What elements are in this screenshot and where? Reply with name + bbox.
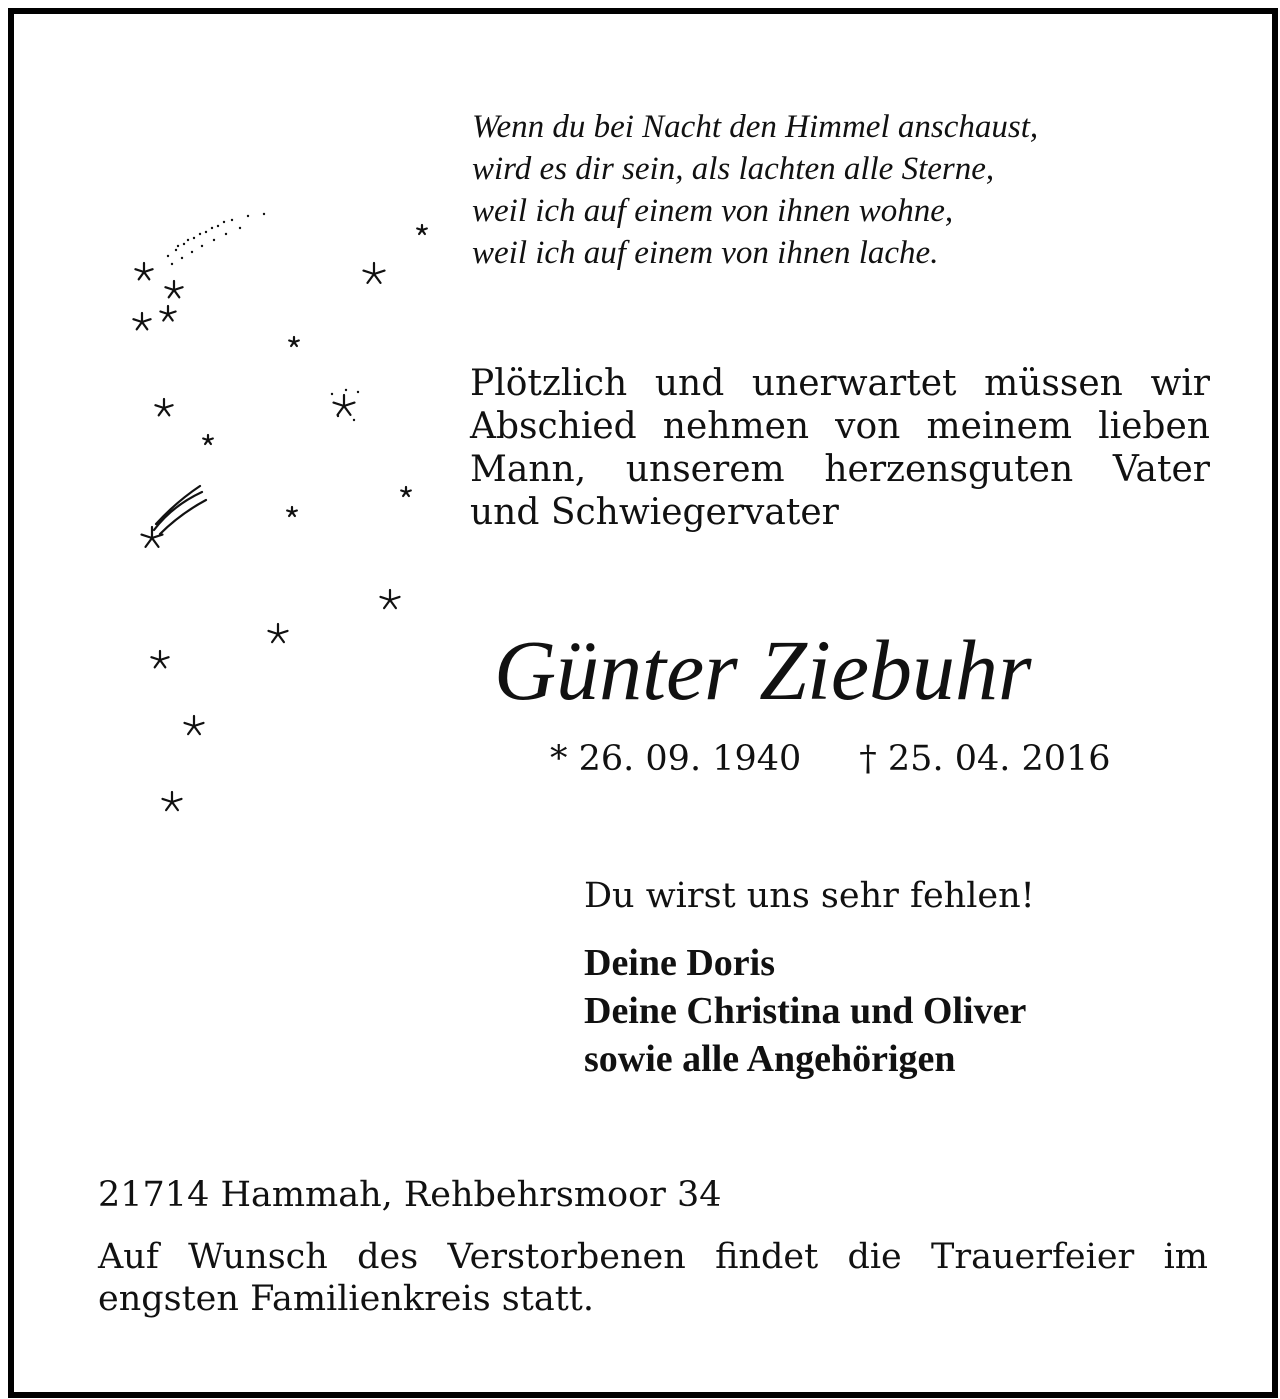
star-icon [401, 487, 411, 496]
poem-line: wird es dir sein, als lachten alle Sterne, [472, 151, 995, 187]
note-word: Verstorbenen [447, 1237, 686, 1277]
sparkle-dot [337, 415, 339, 417]
address: 21714 Hammah, Rehbehrsmoor 34 [98, 1175, 722, 1215]
sparkle-dot [181, 257, 183, 259]
star-icon [381, 590, 400, 608]
star-icon [203, 435, 213, 444]
intro-word: nehmen [662, 406, 810, 447]
note-word: des [357, 1237, 419, 1277]
sparkle-dot [331, 393, 333, 395]
farewell-text: Du wirst uns sehr fehlen! [584, 876, 1035, 916]
shooting-star-tail [154, 486, 206, 534]
signers [584, 939, 1026, 1083]
sparkle-dot [191, 251, 193, 253]
sparkle-dot [211, 227, 213, 229]
intro-word: Plötzlich [470, 363, 628, 404]
sparkle-dot [183, 243, 185, 245]
sparkle-dot [231, 219, 233, 221]
star-icon [151, 651, 168, 667]
sparkle-dot [205, 231, 207, 233]
note-word: Wunsch [188, 1237, 328, 1277]
stars-icon [114, 194, 454, 834]
star-icon [334, 395, 355, 415]
obituary-frame [8, 8, 1278, 1398]
intro-word: herzensguten [824, 449, 1074, 490]
star-icon [417, 225, 427, 234]
intro-text [470, 362, 1210, 534]
poem-line: weil ich auf einem von ihnen lache. [472, 235, 939, 271]
note-word: die [847, 1237, 902, 1277]
note-word: Auf [98, 1237, 159, 1277]
birth-date: * 26. 09. 1940 [550, 739, 802, 779]
note-line [98, 1236, 1208, 1278]
intro-word: meinem [926, 406, 1073, 447]
sparkle-dot [177, 245, 179, 247]
sparkle-dot [357, 391, 359, 393]
deceased-name: Günter Ziebuhr [494, 622, 1032, 718]
intro-line [470, 362, 1210, 405]
intro-word: und [654, 363, 725, 404]
intro-line: und Schwiegervater [470, 492, 839, 533]
life-dates [550, 736, 1111, 782]
sparkle-dot [247, 215, 249, 217]
intro-word: lieben [1098, 406, 1210, 447]
star-icon [160, 306, 175, 321]
intro-word: von [835, 406, 901, 447]
note-word: findet [715, 1237, 819, 1277]
sparkle-dot [199, 233, 201, 235]
sparkle-dot [187, 239, 189, 241]
star-icon [165, 281, 182, 297]
star-icon [287, 507, 297, 516]
intro-word: müssen [984, 363, 1123, 404]
sparkle-dot [171, 263, 173, 265]
poem-line: Wenn du bei Nacht den Himmel anschaust, [472, 109, 1039, 145]
star-icon [135, 263, 152, 279]
funeral-note [98, 1236, 1208, 1320]
sparkle-dot [167, 255, 169, 257]
star-icon [163, 792, 182, 810]
signer: sowie alle Angehörigen [584, 1038, 956, 1080]
intro-line [470, 405, 1210, 448]
intro-word: Abschied [470, 406, 637, 447]
star-icon [133, 313, 150, 329]
sparkle-dot [175, 249, 177, 251]
sparkle-dot [213, 239, 215, 241]
sparkle-dot [223, 221, 225, 223]
note-line: engsten Familienkreis statt. [98, 1279, 594, 1319]
star-icon [289, 337, 299, 346]
note-word: Trauerfeier [931, 1237, 1135, 1277]
sparkle-dot [263, 213, 265, 215]
star-icon [364, 263, 385, 283]
star-icon [185, 716, 204, 734]
star-icon [155, 399, 172, 415]
star-icon [142, 527, 163, 547]
intro-word: unserem [625, 449, 785, 490]
sparkle-dot [345, 389, 347, 391]
signer: Deine Christina und Oliver [584, 990, 1027, 1032]
sparkle-dot [201, 245, 203, 247]
star-icon [269, 624, 288, 642]
note-word: im [1163, 1237, 1208, 1277]
sparkle-dot [193, 237, 195, 239]
signer: Deine Doris [584, 942, 776, 984]
sparkle-dot [239, 227, 241, 229]
intro-word: Vater [1112, 449, 1210, 490]
sparkle-dot [353, 419, 355, 421]
intro-line [470, 448, 1210, 491]
sparkle-dot [217, 225, 219, 227]
death-date: † 25. 04. 2016 [859, 739, 1111, 779]
intro-word: unerwartet [751, 363, 957, 404]
poem-line: weil ich auf einem von ihnen wohne, [472, 193, 954, 229]
sparkle-dot [225, 233, 227, 235]
poem [472, 106, 1232, 274]
intro-word: wir [1150, 363, 1210, 404]
intro-word: Mann, [470, 449, 587, 490]
